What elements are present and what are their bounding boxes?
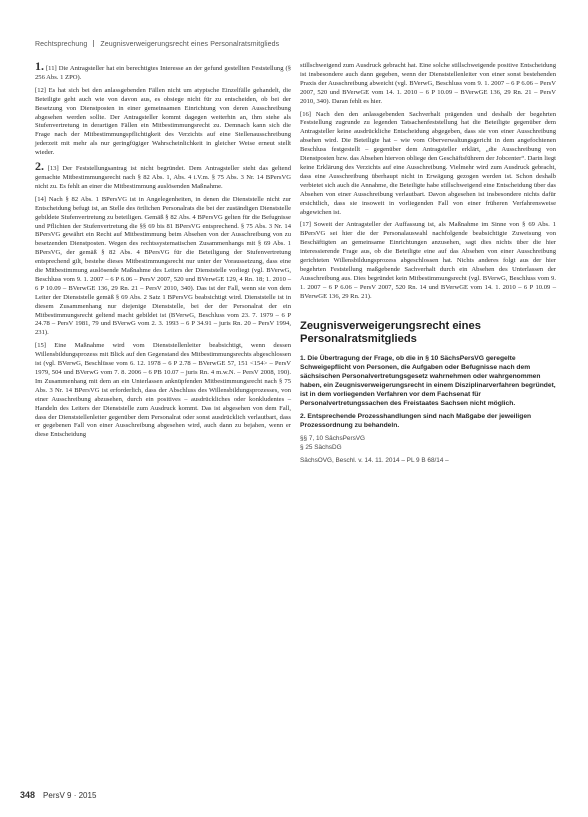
paragraph-13-text: [13] Der Feststellungsantrag ist nicht begründet. Dem Antragsteller steht das geltend gemachte Mitbestimmungsrecht nach § 82 Abs. 1, Abs. 4 i.V.m. § 75 Abs. 3 Nr. 14 BPersVG nicht zu. Es fehlt an einer die Mitbestimmung auslösenden Maßnahme. [35, 165, 292, 190]
header-subtitle: Zeugnisverweigerungsrecht eines Personalratsmitglieds [100, 41, 280, 48]
right-column [300, 62, 556, 465]
article-heading: Zeugnisverweigerungsrecht eines Personalratsmitglieds [300, 319, 481, 345]
paragraph-11 [35, 59, 291, 83]
statute-reference-2: § 25 SächsDG [300, 444, 342, 452]
paragraph-17: [17] Soweit der Antragsteller der Auffassung ist, als Maßnahme im Sinne von § 69 Abs. 1 BPersVG sei hier die der Personalauswahl nachfolgende beabsichtigte Zuweisung von Beschäftigten an gemeinsame Einrichtungen anzusehen, sagt dies nichts über die hier interessierende Frage aus, ob die Beteiligte eine auf das Absehen von einer Ausschreibung gerichteten Willensbildungsprozess abgeschlossen hat. Nichts anderes folgt aus der hier begehrten Feststellung maßgebende Sachverhalt durch ein Absehen des Unterlassen der Ausschreibung aus. Dies begründet kein Mitbestimmungsrecht (vgl. BVerwG, Beschluss vom 9. 1. 2007 – 6 P 6.06 – PersV 2007, 520 Rn. 14 und BVerwGE vom 14. 1. 2010 – 6 P 10.09 – BVerwGE 136, 29 Rn. 21). [300, 221, 556, 300]
paragraph-15-continued: stillschweigend zum Ausdruck gebracht hat. Eine solche stillschweigende positive Entscheidung ist insbesondere auch dann gegeben, wenn der Dienststellenleiter von einer sonst bestehenden Praxis der Ausschreibung abweicht (vgl. BVerwG, Beschluss vom 9. 1. 2007 – 6 P 6.06 – PersV 2007, 520 und BVerwGE vom 14. 1. 2010 – 6 P 10.09 – BVerwGE 136, 29 Rn. 21 – PersV 2010, 340). Daran fehlt es hier. [300, 62, 556, 105]
journal-issue: PersV 9 · 2015 [43, 791, 97, 800]
paragraph-14: [14] Nach § 82 Abs. 1 BPersVG ist in Angelegenheiten, in denen die Dienststelle nicht zur Entscheidung befugt ist, an Stelle des örtlichen Personalrats die bei der zuständigen Dienststelle gebildete Stufenvertretung zu beteiligen. Gemäß § 82 Abs. 4 BPersVG gelten für die Befugnisse und Pflichten der Stufenvertretung die §§ 69 bis 81 BPersVG entsprechend. § 75 Abs. 3 Nr. 14 BPersVG gewährt ein Recht auf Mitbestimmung beim Absehen von der Ausschreibung von zu besetzenden Dienstposten. Wegen des rechtssystematischen Zusammenhangs mit § 69 Abs. 1 BPersVG, der gemäß § 82 Abs. 4 BPersVG für die Beteiligung der Stufenvertretung entsprechend gilt, bestehe dieses Mitbestimmungsrecht nur unter der Voraussetzung, dass eine die Mitbestimmung auslösende Maßnahme des Leiters der Dienststelle vorliegt (vgl. BVerwG, Beschluss vom 9. 1. 2007 – 6 P 6.06 – PersV 2007, 520 und BVerwGE 129, 4 Rn. 18; 1. 2010 – 6 P 10.09 – BVerwGE 136, 29 Rn. 21 – PersV 2010, 340). Das ist der Fall, wenn sie von dem Leiter der Dienststelle gemäß § 69 Abs. 2 Satz 1 BPersVG beabsichtigt wird. Dienststelle ist in diesem Zusammenhang nur diejenige Dienststelle, bei der der Personalrat der ein Mitbestimmungsrecht geltend macht gebildet ist (BVerwG, Beschluss vom 23. 7. 1979 – 6 P 24.78 – PersV 1981, 79 und BVerwG vom 2. 3. 1993 – 6 P 34.91 – juris Rn. 20 – PersV 1994, 231). [35, 195, 291, 337]
headnote-2: 2. Entsprechende Prozesshandlungen sind nach Maßgabe der jeweiligen Prozessordnung zu behandeln. [300, 413, 532, 430]
paragraph-15: [15] Eine Maßnahme wird vom Dienststellenleiter beabsichtigt, wenn dessen Willensbildungsprozess mit Blick auf den Gegenstand des Mitbestimmungsrechts abgeschlossen ist (vgl. BVerwG, Beschlüsse vom 6. 12. 1978 – 6 P 2.78 – BVerwGE 57, 151 <154> – PersV 1979, 504 und BVerwG vom 7. 8. 2006 – 6 PB 10.07 – juris Rn. 4 m.w.N. – PersV 2008, 190). Im Zusammenhang mit dem an ein Unterlassen anknüpfenden Mitbestimmungsrecht nach § 75 Abs. 3 Nr. 14 BPersVG ist erforderlich, dass der Abschluss des Willensbildungsprozesses, von einer Ausschreibung abzusehen, durch ein positives – ausdrückliches oder konkludentes – Handeln des Leiters der Dienststelle zum Ausdruck kommt. Das ist abgesehen von dem Fall, dass der Dienststellenleiter gegenüber dem Personalrat oder sonst ausdrücklich verlautbart, dass er gegebenen Fall von einer Ausschreibung abgesehen wird, auch dann zu bejahen, wenn er diese Entscheidung [35, 342, 291, 439]
headnote-1: 1. Die Übertragung der Frage, ob die in § 10 SächsPersVG geregelte Schweigepflicht von Personen, die Aufgaben oder Befugnisse nach dem sächsischen Personalvertretungsgesetz wahrnehmen oder wahrgenommen haben, ein Zeugnisverweigerungsrecht in einem Disziplinarverfahren begründet, ist in dem vorliegenden Verfahren vor dem Fachsenat für Personalvertretungssachen des Freistaates Sachsen nicht möglich. [300, 354, 556, 408]
header-section: Rechtsprechung [35, 41, 88, 48]
paragraph-16: [16] Nach den den anlassgebenden Sachverhalt prägenden und deshalb der begehrten Feststellung zugrunde zu legenden Tatsachenfeststellung hat die Beteiligte gegenüber dem Antragsteller keine ausdrückliche Entscheidung abgegeben, dass sie von einer Ausschreibung absehen wird. Die Beteiligte hat – wie vom Oberverwaltungsgericht in dem angefochtenen Beschluss festgestellt – gegenüber dem Antragsteller erklärt, „die Ausschreibung von Dienstposten bzw. das Absehen hiervon obliege den Geschäftsführern der Jobcenter“. Darin liegt keine Erklärung des Verzichts auf eine Ausschreibung. Vielmehr wird zum Ausdruck gebracht, dass eine Ausschreibung überhaupt nicht in Erwägung gezogen werden ist. Schon deshalb verbietet sich auch die Annahme, die Beteiligte habe stillschweigend eine Entscheidung über das Absehen von einer Ausschreibung verlautbart. Davon abgesehen ist insbesondere nichts dafür ersichtlich, dass sie insoweit in vorliegenden Fall von einer früheren Verfahrensweise abgewichen ist. [300, 110, 556, 216]
page-number: 348 [20, 790, 36, 800]
paragraph-11-text: [11] Die Antragsteller hat ein berechtigtes Interesse an der gefund gestellten Feststellung (§ 256 Abs. 1 ZPO). [35, 65, 291, 81]
paragraph-13 [35, 159, 292, 192]
paragraph-12: [12] Es hat sich bei den anlassgebenden Fällen nicht um atypische Einzelfälle gehandelt, die Beteiligte geht auch wie von davon aus, es obsiege nicht für zu entscheiden, ob bei der Besetzung von Dienstposten in einer gemeinsamen Einrichtung von deren Ausschreibung abgesehen werden sollte. Der Antragsteller kommt dagegen weiterhin an, ihm stehe als Stufenvertretung in derartigen Fällen ein Mitbestimmungsrecht zu. Demnach kann sich die Frage nach der Mitbestimmungspflichtigkeit des Verzichts auf eine Stellenausschreibung jederzeit mit mehr als nur geringfügiger Wahrscheinlichkeit in gleicher Weise erneut stellt wieder. [35, 86, 291, 157]
section-marker-2: 2. [35, 159, 44, 174]
left-column [35, 59, 292, 440]
header-divider [93, 40, 94, 47]
section-marker-1: 1. [35, 59, 44, 73]
running-header [35, 40, 558, 52]
court-citation: SächsOVG, Beschl. v. 14. 11. 2014 – PL 9 B 68/14 – [300, 457, 449, 465]
page-footer [20, 790, 96, 800]
statute-reference-1: §§ 7, 10 SächsPersVG [300, 435, 366, 443]
